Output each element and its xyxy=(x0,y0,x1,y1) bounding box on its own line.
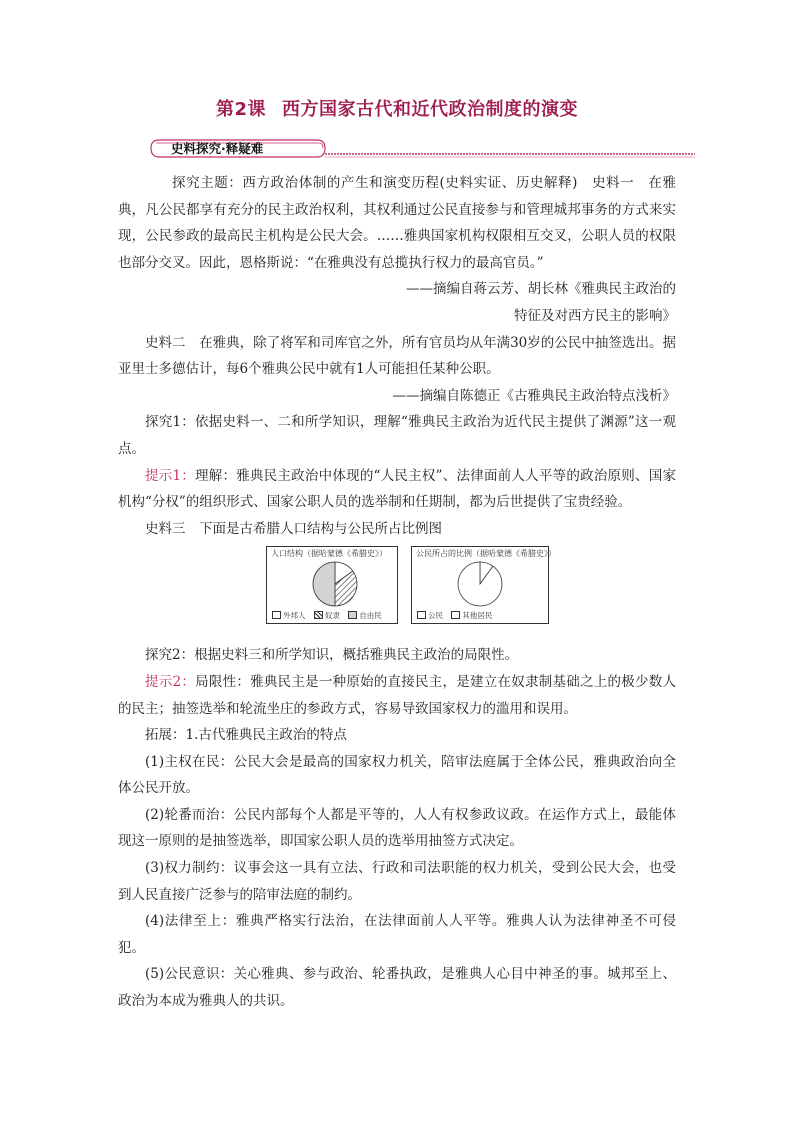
page-title xyxy=(0,95,794,121)
main-content xyxy=(118,170,676,1015)
hint1-text: 理解：雅典民主政治中体现的“人民主权”、法律面前人人平等的政治原则、国家机构“分权”的组织形式、国家公职人员的选举制和任期制，都为后世提供了宝贵经验。 xyxy=(118,467,676,511)
legend1-swatch-freemen xyxy=(348,611,357,619)
legend2-label-others: 其他居民 xyxy=(462,611,493,621)
point-4: (4)法律至上：雅典严格实行法治，在法律面前人人平等。雅典人认为法律神圣不可侵犯。 xyxy=(118,913,676,956)
source1-line2: 特征及对西方民主的影响》 xyxy=(514,307,676,324)
point-5: (5)公民意识：关心雅典、参与政治、轮番执政，是雅典人心目中神圣的事。城邦至上、政治为本成为雅典人的共识。 xyxy=(118,966,676,1010)
hint1-label: 提示1： xyxy=(145,467,196,484)
hint1-paragraph xyxy=(118,463,676,516)
source2: ——摘编自陈德正《古雅典民主政治特点浅析》 xyxy=(392,387,676,404)
population-chart xyxy=(266,546,398,624)
chart1-title: 人口结构（据哈蒙德《希腊史》） xyxy=(271,549,387,559)
legend1-label-slaves: 奴隶 xyxy=(324,611,340,621)
legend2-item-citizens xyxy=(417,611,443,620)
pie-slice-2-2 xyxy=(458,562,502,606)
inquiry1-paragraph: 探究1：依据史料一、二和所学知识，理解“雅典民主政治为近代民主提供了渊源”这一观点。 xyxy=(118,414,676,457)
chart1-pie xyxy=(305,559,365,609)
chart1-legend xyxy=(272,611,388,620)
point-3: (3)权力制约：议事会这一具有立法、行政和司法职能的权力机关，受到公民大会，也受到人民直接广泛参与的陪审法庭的制约。 xyxy=(118,860,676,903)
section-header xyxy=(147,136,697,162)
legend2-swatch-others xyxy=(451,611,460,619)
hint2-paragraph xyxy=(118,669,676,722)
legend1-item-freemen xyxy=(348,611,382,620)
point-2: (2)轮番而治：公民内部每个人都是平等的，人人有权参政议政。在运作方式上，最能体现这一原则的是抽签选举，即国家公职人员的选举用抽签方式决定。 xyxy=(118,806,676,850)
hint2-label: 提示2： xyxy=(145,673,196,690)
lesson-number: 第2课 xyxy=(215,99,267,120)
chart2-title: 公民所占的比例（据哈蒙德《希腊史》） xyxy=(416,549,556,559)
legend1-swatch-slaves xyxy=(314,611,323,619)
legend2-item-others xyxy=(451,611,492,620)
figures-row xyxy=(118,546,676,634)
inquiry2-paragraph: 探究2：根据史料三和所学知识，概括雅典民主政治的局限性。 xyxy=(145,647,519,664)
theme-paragraph: 探究主题：西方政治体制的产生和演变历程(史料实证、历史解释) 史料一 在雅典，凡公民都享有充分的民主政治权利，其权利通过公民直接参与和管理城邦事务的方式来实现，公民参政的最高民主机构是公民大会。……雅典国家机构权限相互交叉，公职人员的权限也部分交叉。因此，恩格斯说：“在雅典没有总揽执行权力的最高官员。” xyxy=(118,175,676,271)
chart2-pie xyxy=(450,559,510,609)
legend1-item-slaves xyxy=(314,611,340,620)
legend1-label-foreigners: 外邦人 xyxy=(283,611,306,621)
legend1-label-freemen: 自由民 xyxy=(359,611,382,621)
citizen-ratio-chart xyxy=(411,546,556,624)
material2-paragraph: 史料二 在雅典，除了将军和司库官之外，所有官员均从年满30岁的公民中抽签选出。据亚里士多德估计，每6个雅典公民中就有1人可能担任某种公职。 xyxy=(118,334,676,378)
point-1: (1)主权在民：公民大会是最高的国家权力机关，陪审法庭属于全体公民，雅典政治向全体公民开放。 xyxy=(118,753,676,797)
legend2-swatch-citizens xyxy=(417,611,426,619)
legend2-label-citizens: 公民 xyxy=(428,611,443,621)
lesson-name: 西方国家古代和近代政治制度的演变 xyxy=(282,99,579,120)
legend1-item-foreigners xyxy=(272,611,306,620)
source1-line1: ——摘编自蒋云芳、胡长林《雅典民主政治的 xyxy=(406,281,676,298)
section-label: 史料探究·释疑难 xyxy=(171,141,264,156)
expand-title: 拓展：1.古代雅典民主政治的特点 xyxy=(145,727,347,744)
pie-slice-1-3 xyxy=(313,562,335,606)
legend1-swatch-foreigners xyxy=(272,611,281,619)
hint2-text: 局限性：雅典民主是一种原始的直接民主，是建立在奴隶制基础之上的极少数人的民主；抽签选举和轮流坐庄的参政方式，容易导致国家权力的滥用和误用。 xyxy=(118,673,677,717)
material3-paragraph: 史料三 下面是古希腊人口结构与公民所占比例图 xyxy=(145,520,442,537)
chart2-legend xyxy=(417,611,498,620)
